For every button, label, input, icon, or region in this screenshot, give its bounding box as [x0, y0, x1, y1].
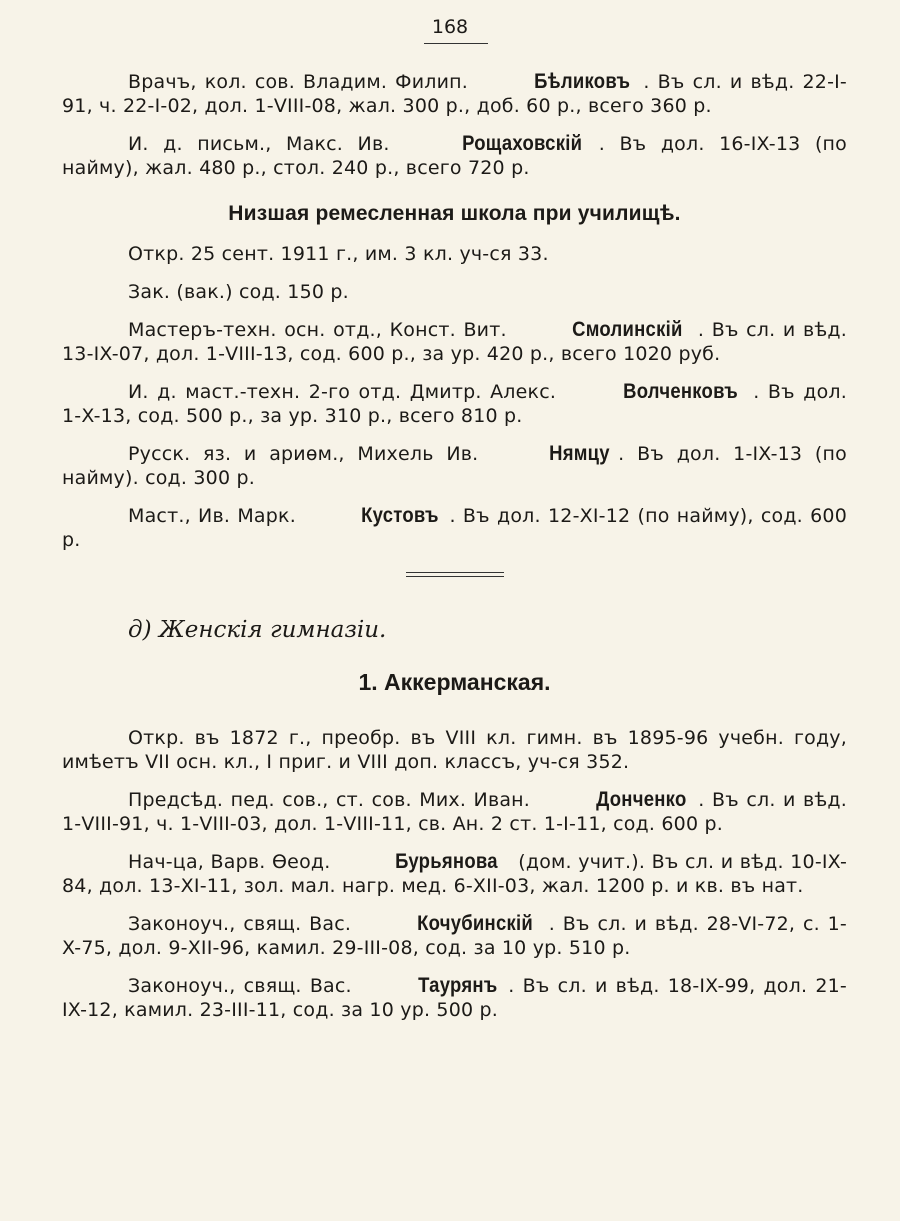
entry-details: . Въ дол. 16-IX-13 (по найму), жал. 480 р., стол. 240 р., всего 720 р.: [62, 133, 848, 179]
page-number-rule: [424, 43, 488, 44]
staff-entry: [62, 318, 847, 366]
entry-text: Врачъ, кол. сов. Владим. Филип.: [128, 71, 477, 93]
section-divider: [406, 572, 504, 577]
entry-details: . Въ дол. 1-IX-13 (по найму). сод. 300 р.: [62, 443, 847, 489]
entry-details: . Въ сл. и вѣд. 13-IX-07, дол. 1-VIII-13, сод. 600 р., за ур. 420 р., всего 1020 руб.: [62, 319, 847, 365]
entry-details: . Въ сл. и вѣд. 28-VI-72, с. 1-X-75, дол. 9-XII-96, камил. 29-III-08, сод. за 10 ур. 510 р.: [62, 913, 847, 959]
entry-text: Откр. 25 сент. 1911 г., им. 3 кл. уч-ся 33.: [128, 243, 549, 265]
gymnasium-heading: 1. Аккерманская.: [358, 669, 551, 695]
entry-text: И. д. письм., Макс. Ив.: [128, 133, 405, 155]
staff-entry: [62, 504, 847, 552]
entry-details: . Въ дол. 1-X-13, сод. 500 р., за ур. 310 р., всего 810 р.: [62, 381, 847, 427]
entry-text: Русск. яз. и ариѳм., Михель Ив.: [128, 443, 492, 465]
staff-entry: [62, 132, 847, 180]
staff-entry: [62, 442, 847, 490]
staff-entry: [62, 280, 847, 304]
entry-text: Маст., Ив. Марк.: [128, 505, 304, 527]
surname: Бурьянова: [395, 850, 498, 873]
entry-text: Откр. въ 1872 г., преобр. въ VIII кл. гимн. въ 1895-96 учебн. году, имѣетъ VII осн. кл., I приг. и VIII доп. классъ, уч-ся 352.: [62, 727, 847, 773]
staff-entry: [62, 70, 847, 118]
staff-entry: [62, 726, 847, 774]
surname: Кустовъ: [361, 504, 439, 527]
entry-text: Законоуч., свящ. Вас.: [128, 975, 360, 997]
page-number: 168: [431, 16, 469, 38]
surname: Смолинскій: [572, 318, 683, 341]
surname: Рощаховскій: [462, 132, 583, 155]
school-staff-entries: [62, 242, 847, 552]
entry-details: . Въ сл. и вѣд. 1-VIII-91, ч. 1-VIII-03, дол. 1-VIII-11, св. Ан. 2 ст. 1-I-11, сод. 600 р.: [62, 789, 847, 835]
entry-text: Нач-ца, Варв. Ѳеод.: [128, 851, 337, 873]
page-content: [62, 70, 847, 1036]
staff-entry: [62, 912, 847, 960]
entry-details: . Въ сл. и вѣд. 22-I-91, ч. 22-I-02, дол. 1-VIII-08, жал. 300 р., доб. 60 р., всего 360 р.: [62, 71, 847, 117]
staff-entries-top: [62, 70, 847, 180]
staff-entry: [62, 788, 847, 836]
subsection-heading: д) Женскія гимназіи.: [128, 617, 387, 643]
entry-details: . Въ дол. 12-XI-12 (по найму), сод. 600 р.: [62, 505, 847, 551]
entry-text: Зак. (вак.) сод. 150 р.: [128, 281, 349, 303]
staff-entry: [62, 850, 847, 898]
entry-details: (дом. учит.). Въ сл. и вѣд. 10-IX-84, дол. 13-XI-11, зол. мал. нагр. мед. 6-XII-03, жал. 1200 р. и кв. въ нат.: [62, 851, 847, 897]
entry-text: Мастеръ-техн. осн. отд., Конст. Вит.: [128, 319, 515, 341]
school-heading: Низшая ремесленная школа при училищѣ.: [228, 202, 681, 225]
surname: Кочубинскій: [417, 912, 533, 935]
staff-entry: [62, 242, 847, 266]
staff-entry: [62, 380, 847, 428]
gymnasium-staff-entries: [62, 726, 847, 1022]
entry-text: Законоуч., свящ. Вас.: [128, 913, 359, 935]
entry-text: И. д. маст.-техн. 2-го отд. Дмитр. Алекс.: [128, 381, 565, 403]
entry-text: Предсѣд. пед. сов., ст. сов. Мих. Иван.: [128, 789, 538, 811]
staff-entry: [62, 974, 847, 1022]
surname: Волченковъ: [622, 380, 738, 403]
entry-details: . Въ сл. и вѣд. 18-IX-99, дол. 21-IX-12, камил. 23-III-11, сод. за 10 ур. 500 р.: [62, 975, 847, 1021]
surname: Бѣликовъ: [534, 70, 631, 93]
surname: Таурянъ: [418, 974, 498, 997]
surname: Нямцу: [549, 442, 610, 465]
surname: Донченко: [595, 788, 687, 811]
